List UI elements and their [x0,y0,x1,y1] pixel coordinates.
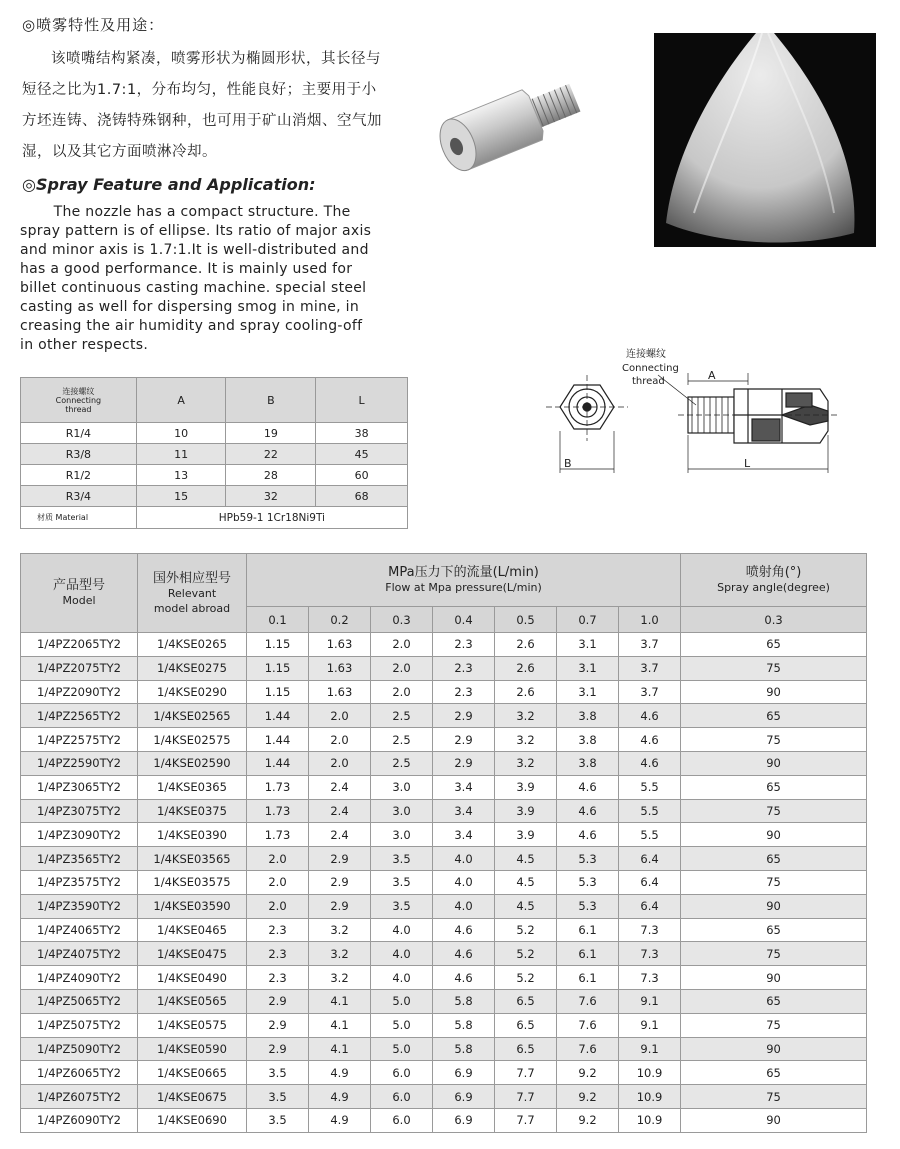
label-connecting-thread-zh: 连接螺纹 [626,349,666,360]
table-cell: 2.5 [371,728,433,752]
header-a: A [136,378,226,423]
table-cell: 6.9 [433,1085,495,1109]
table-cell: 4.6 [619,728,681,752]
table-cell: 10.9 [619,1061,681,1085]
table-cell: 1/4KSE0665 [138,1061,247,1085]
table-cell: 1/4KSE0290 [138,680,247,704]
table-cell: 1/4PZ2590TY2 [21,751,138,775]
dimension-drawing [538,345,878,485]
table-cell: 4.1 [309,989,371,1013]
dimension-cell: 11 [136,444,226,465]
table-cell: 6.1 [557,918,619,942]
table-cell: 1.63 [309,656,371,680]
table-cell: 2.3 [247,918,309,942]
spray-pattern-photo [654,33,876,247]
table-cell: 2.4 [309,799,371,823]
table-cell: 3.1 [557,680,619,704]
table-cell: 90 [681,823,867,847]
table-cell: 65 [681,775,867,799]
table-cell: 2.0 [247,847,309,871]
table-row [21,989,867,1013]
table-cell: 90 [681,680,867,704]
table-cell: 6.5 [495,1013,557,1037]
table-cell: 65 [681,633,867,657]
table-cell: 6.4 [619,847,681,871]
dimension-cell: 60 [316,465,408,486]
table-cell: 3.2 [495,728,557,752]
table-cell: 3.7 [619,633,681,657]
header-b: B [226,378,316,423]
table-cell: 75 [681,799,867,823]
table-cell: 2.0 [371,680,433,704]
dimension-cell: R1/4 [21,423,137,444]
table-row [21,799,867,823]
table-cell: 2.3 [433,680,495,704]
table-cell: 9.1 [619,1037,681,1061]
table-cell: 4.6 [557,775,619,799]
table-cell: 5.8 [433,1013,495,1037]
table-cell: 2.4 [309,775,371,799]
table-cell: 4.6 [619,751,681,775]
table-cell: 1.73 [247,799,309,823]
table-cell: 3.2 [309,966,371,990]
table-cell: 3.0 [371,775,433,799]
table-cell: 7.7 [495,1085,557,1109]
table-row [21,942,867,966]
table-cell: 1/4PZ4090TY2 [21,966,138,990]
table-row [21,1037,867,1061]
table-cell: 1/4KSE0690 [138,1108,247,1132]
table-cell: 3.8 [557,728,619,752]
table-cell: 10.9 [619,1108,681,1132]
table-cell: 90 [681,966,867,990]
table-cell: 1/4KSE03590 [138,894,247,918]
table-cell: 5.5 [619,823,681,847]
table-cell: 6.5 [495,989,557,1013]
table-cell: 1/4KSE0590 [138,1037,247,1061]
table-cell: 1/4KSE03565 [138,847,247,871]
table-cell: 2.9 [247,989,309,1013]
table-cell: 1/4KSE0490 [138,966,247,990]
table-cell: 3.5 [371,894,433,918]
table-cell: 6.9 [433,1061,495,1085]
nozzle-photo [420,70,600,205]
table-cell: 1/4PZ4075TY2 [21,942,138,966]
material-label: 材质 Material [21,507,137,529]
table-cell: 1/4PZ2075TY2 [21,656,138,680]
table-cell: 3.2 [309,918,371,942]
table-cell: 65 [681,1061,867,1085]
table-cell: 90 [681,1037,867,1061]
table-cell: 2.0 [371,656,433,680]
table-cell: 1/4PZ3575TY2 [21,870,138,894]
table-row [21,704,867,728]
table-cell: 3.2 [495,751,557,775]
dimension-cell: 45 [316,444,408,465]
dim-label-l: L [744,457,751,470]
dimension-row [21,444,408,465]
pressure-header: 0.1 [247,607,309,633]
table-cell: 1/4KSE02575 [138,728,247,752]
table-cell: 2.9 [433,728,495,752]
table-cell: 1.44 [247,728,309,752]
table-row [21,966,867,990]
table-cell: 1.15 [247,656,309,680]
table-cell: 2.9 [247,1037,309,1061]
table-cell: 1/4PZ2090TY2 [21,680,138,704]
table-cell: 6.4 [619,870,681,894]
dim-label-b: B [564,457,572,470]
table-cell: 1/4PZ3065TY2 [21,775,138,799]
table-cell: 7.7 [495,1061,557,1085]
table-cell: 4.9 [309,1085,371,1109]
table-cell: 65 [681,847,867,871]
table-cell: 6.0 [371,1108,433,1132]
table-cell: 1/4KSE0575 [138,1013,247,1037]
pressure-header: 0.5 [495,607,557,633]
table-cell: 1/4KSE0375 [138,799,247,823]
table-cell: 1.63 [309,633,371,657]
table-cell: 9.1 [619,1013,681,1037]
table-cell: 6.1 [557,966,619,990]
table-cell: 5.0 [371,989,433,1013]
table-cell: 1/4PZ3075TY2 [21,799,138,823]
dim-label-a: A [708,369,716,382]
dimension-cell: 13 [136,465,226,486]
header-flow: MPa压力下的流量(L/min) Flow at Mpa pressure(L/min) [247,554,681,607]
table-cell: 3.4 [433,799,495,823]
table-cell: 1/4PZ2565TY2 [21,704,138,728]
table-cell: 4.0 [433,894,495,918]
table-cell: 4.6 [619,704,681,728]
pressure-header: 0.7 [557,607,619,633]
table-cell: 10.9 [619,1085,681,1109]
table-row [21,1013,867,1037]
table-row [21,775,867,799]
table-row [21,1108,867,1132]
table-cell: 6.0 [371,1085,433,1109]
dimension-cell: 38 [316,423,408,444]
table-cell: 5.5 [619,799,681,823]
table-cell: 2.3 [247,942,309,966]
table-cell: 4.5 [495,870,557,894]
table-cell: 3.5 [371,847,433,871]
table-cell: 2.0 [309,751,371,775]
table-cell: 2.0 [309,728,371,752]
table-cell: 1/4PZ4065TY2 [21,918,138,942]
table-cell: 3.4 [433,775,495,799]
table-cell: 5.8 [433,1037,495,1061]
table-cell: 1/4KSE0475 [138,942,247,966]
table-cell: 1/4PZ2575TY2 [21,728,138,752]
table-cell: 3.1 [557,633,619,657]
table-cell: 4.6 [433,942,495,966]
pressure-header: 0.2 [309,607,371,633]
table-cell: 2.3 [433,633,495,657]
table-cell: 4.9 [309,1108,371,1132]
table-cell: 5.3 [557,870,619,894]
table-cell: 3.7 [619,656,681,680]
table-cell: 1/4PZ5065TY2 [21,989,138,1013]
table-cell: 3.1 [557,656,619,680]
table-cell: 3.8 [557,704,619,728]
table-cell: 3.5 [371,870,433,894]
table-row [21,656,867,680]
table-cell: 3.9 [495,775,557,799]
table-cell: 4.5 [495,894,557,918]
table-cell: 4.9 [309,1061,371,1085]
table-cell: 4.0 [433,847,495,871]
table-cell: 7.3 [619,918,681,942]
table-cell: 4.5 [495,847,557,871]
table-row [21,847,867,871]
table-cell: 1/4PZ3590TY2 [21,894,138,918]
table-cell: 1/4PZ5090TY2 [21,1037,138,1061]
table-cell: 1/4KSE0265 [138,633,247,657]
table-cell: 2.9 [433,704,495,728]
table-cell: 1.73 [247,823,309,847]
table-cell: 9.2 [557,1061,619,1085]
dimension-row [21,486,408,507]
table-cell: 5.2 [495,966,557,990]
table-cell: 5.5 [619,775,681,799]
description-en: The nozzle has a compact structure. The spray pattern is of ellipse. Its ratio of major axis and minor axis is 1.7:1.It is well-distributed and has a good performance. It is mainly used for billet continuous casting machine. special steel casting as well for dispersing smog in mine, in creasing the air humidity and spray cooling-off in other respects. [20,204,372,353]
table-cell: 4.0 [371,942,433,966]
header-relevant-model: 国外相应型号 Relevant model abroad [138,554,247,633]
table-row [21,870,867,894]
table-cell: 75 [681,728,867,752]
table-cell: 6.9 [433,1108,495,1132]
table-cell: 1/4PZ6075TY2 [21,1085,138,1109]
table-cell: 1/4PZ3090TY2 [21,823,138,847]
table-cell: 3.5 [247,1061,309,1085]
table-cell: 1.15 [247,680,309,704]
table-cell: 9.2 [557,1085,619,1109]
label-connecting-thread-en1: Connecting [622,363,679,374]
table-cell: 1/4KSE0675 [138,1085,247,1109]
table-cell: 3.9 [495,799,557,823]
dimension-cell: R1/2 [21,465,137,486]
table-cell: 1/4PZ3565TY2 [21,847,138,871]
table-cell: 2.0 [247,894,309,918]
table-cell: 1.73 [247,775,309,799]
header-l: L [316,378,408,423]
table-cell: 75 [681,1013,867,1037]
table-cell: 1.15 [247,633,309,657]
table-cell: 4.6 [557,799,619,823]
table-cell: 1/4PZ2065TY2 [21,633,138,657]
pressure-header: 0.3 [371,607,433,633]
material-value: HPb59-1 1Cr18Ni9Ti [136,507,407,529]
table-cell: 3.0 [371,799,433,823]
table-cell: 3.2 [309,942,371,966]
section-title-zh: ◎喷雾特性及用途： [22,16,165,34]
dimension-cell: 28 [226,465,316,486]
header-model: 产品型号 Model [21,554,138,633]
table-cell: 4.1 [309,1013,371,1037]
dimension-cell: R3/4 [21,486,137,507]
table-cell: 1.44 [247,751,309,775]
table-cell: 2.9 [309,894,371,918]
pressure-header: 0.4 [433,607,495,633]
table-cell: 3.7 [619,680,681,704]
table-cell: 1/4KSE0365 [138,775,247,799]
table-cell: 1/4KSE0275 [138,656,247,680]
table-cell: 5.8 [433,989,495,1013]
table-cell: 3.2 [495,704,557,728]
table-cell: 1.63 [309,680,371,704]
dimension-cell: 19 [226,423,316,444]
section-title-en: ◎Spray Feature and Application: [22,175,316,194]
table-cell: 1/4KSE0565 [138,989,247,1013]
table-cell: 6.0 [371,1061,433,1085]
dimension-row [21,423,408,444]
table-row [21,1061,867,1085]
header-spray-angle: 喷射角(°) Spray angle(degree) [681,554,867,607]
table-cell: 2.5 [371,751,433,775]
table-cell: 5.0 [371,1013,433,1037]
table-cell: 2.6 [495,656,557,680]
description-zh: 该喷嘴结构紧凑，喷雾形状为椭圆形状，其长径与短径之比为1.7:1，分布均匀，性能良好；主要用于小方坯连铸、浇铸特殊钢种，也可用于矿山消烟、空气加湿，以及其它方面喷淋冷却。 [22,51,382,160]
table-cell: 7.6 [557,1013,619,1037]
table-cell: 1/4PZ6090TY2 [21,1108,138,1132]
table-cell: 2.9 [433,751,495,775]
table-cell: 3.5 [247,1108,309,1132]
table-cell: 5.0 [371,1037,433,1061]
table-cell: 2.3 [433,656,495,680]
table-cell: 5.2 [495,918,557,942]
material-row [21,507,408,529]
table-cell: 5.3 [557,894,619,918]
table-cell: 9.1 [619,989,681,1013]
table-cell: 5.2 [495,942,557,966]
table-cell: 75 [681,942,867,966]
table-cell: 1/4KSE0465 [138,918,247,942]
table-cell: 2.6 [495,680,557,704]
table-cell: 7.7 [495,1108,557,1132]
table-row [21,680,867,704]
table-cell: 65 [681,704,867,728]
dimension-table [20,377,408,529]
table-row [21,633,867,657]
dimension-cell: 10 [136,423,226,444]
table-cell: 2.3 [247,966,309,990]
dimension-cell: 15 [136,486,226,507]
table-cell: 7.6 [557,1037,619,1061]
table-row [21,823,867,847]
table-cell: 3.9 [495,823,557,847]
dimension-row [21,465,408,486]
dimension-cell: 68 [316,486,408,507]
dimension-cell: R3/8 [21,444,137,465]
dimension-cell: 32 [226,486,316,507]
table-cell: 4.1 [309,1037,371,1061]
table-cell: 75 [681,870,867,894]
table-cell: 4.0 [371,918,433,942]
table-cell: 3.4 [433,823,495,847]
table-cell: 3.8 [557,751,619,775]
table-cell: 6.1 [557,942,619,966]
table-cell: 4.0 [371,966,433,990]
table-cell: 7.6 [557,989,619,1013]
table-cell: 90 [681,1108,867,1132]
table-cell: 6.4 [619,894,681,918]
table-cell: 2.6 [495,633,557,657]
table-cell: 90 [681,894,867,918]
table-cell: 5.3 [557,847,619,871]
table-cell: 3.0 [371,823,433,847]
table-cell: 4.6 [433,918,495,942]
dimension-cell: 22 [226,444,316,465]
table-cell: 1/4PZ5075TY2 [21,1013,138,1037]
table-cell: 4.0 [433,870,495,894]
table-row [21,894,867,918]
table-cell: 65 [681,918,867,942]
angle-pressure-header: 0.3 [681,607,867,633]
flow-rate-table [20,553,867,1133]
table-cell: 65 [681,989,867,1013]
table-cell: 1/4KSE03575 [138,870,247,894]
table-row [21,728,867,752]
table-cell: 1/4KSE0390 [138,823,247,847]
table-row [21,918,867,942]
pressure-header: 1.0 [619,607,681,633]
table-cell: 2.9 [247,1013,309,1037]
table-row [21,751,867,775]
table-cell: 2.0 [247,870,309,894]
label-connecting-thread-en2: thread [632,376,665,387]
table-cell: 4.6 [433,966,495,990]
table-cell: 75 [681,1085,867,1109]
table-cell: 2.9 [309,847,371,871]
table-cell: 90 [681,751,867,775]
table-cell: 1/4KSE02590 [138,751,247,775]
table-cell: 6.5 [495,1037,557,1061]
table-cell: 3.5 [247,1085,309,1109]
table-cell: 1.44 [247,704,309,728]
table-cell: 7.3 [619,942,681,966]
table-cell: 2.4 [309,823,371,847]
header-thread: 连接螺纹 Connecting thread [21,378,137,423]
table-cell: 1/4KSE02565 [138,704,247,728]
table-cell: 2.0 [371,633,433,657]
table-cell: 2.0 [309,704,371,728]
table-cell: 7.3 [619,966,681,990]
table-cell: 2.5 [371,704,433,728]
table-cell: 75 [681,656,867,680]
table-cell: 1/4PZ6065TY2 [21,1061,138,1085]
table-cell: 4.6 [557,823,619,847]
table-cell: 9.2 [557,1108,619,1132]
table-row [21,1085,867,1109]
table-cell: 2.9 [309,870,371,894]
